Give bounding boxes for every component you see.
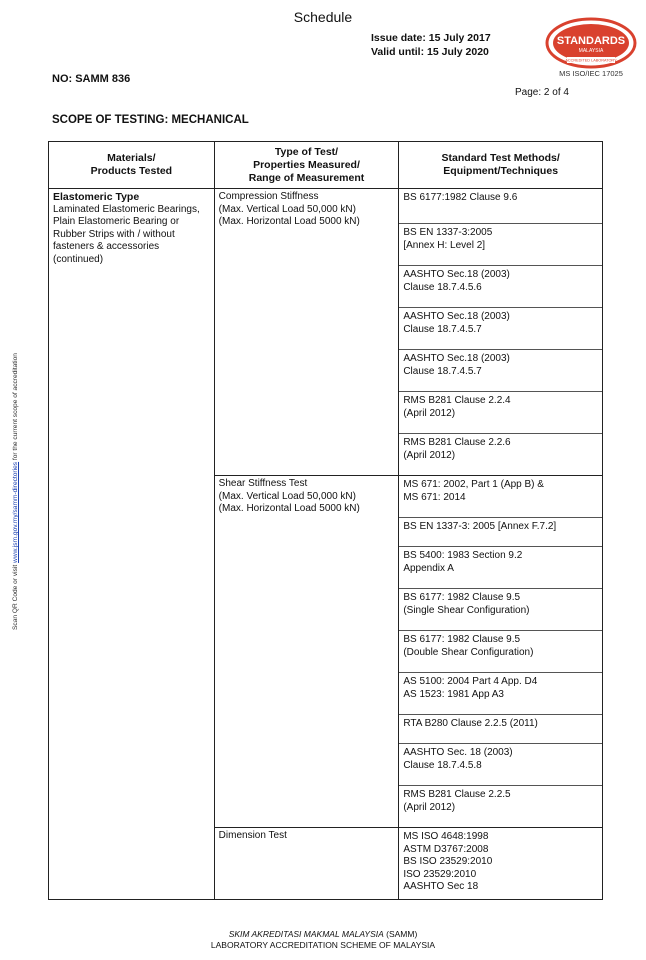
- qr-note-suffix: for the current scope of accreditation: [12, 353, 19, 462]
- footer-line-1: [0, 929, 646, 940]
- footer-line-2: LABORATORY ACCREDITATION SCHEME OF MALAYSIA: [210, 940, 436, 950]
- logo-banner-text: ACCREDITED LABORATORY: [565, 58, 617, 63]
- material-description: Laminated Elastomeric Bearings, Plain Elastomeric Bearing or Rubber Strips with / without fasteners & accessories (continued): [53, 203, 200, 265]
- method-item: AASHTO Sec.18 (2003) Clause 18.7.4.5.7: [399, 350, 602, 392]
- method-item: MS ISO 4648:1998 ASTM D3767:2008 BS ISO 23529:2010 ISO 23529:2010 AASHTO Sec 18: [403, 831, 493, 892]
- samm-number: NO: SAMM 836: [52, 73, 131, 85]
- qr-scan-note: [12, 290, 19, 630]
- methods-cell-shear: [399, 476, 603, 828]
- valid-until: Valid until: 15 July 2020: [371, 46, 489, 58]
- test-shear-stiffness: Shear Stiffness Test (Max. Vertical Load 50,000 kN) (Max. Horizontal Load 5000 kN): [218, 478, 360, 514]
- header-methods-label: Standard Test Methods/ Equipment/Techniques: [441, 152, 560, 177]
- header-test-type-label: Type of Test/ Properties Measured/ Range of Measurement: [248, 145, 365, 184]
- method-item: AASHTO Sec.18 (2003) Clause 18.7.4.5.6: [399, 266, 602, 308]
- logo-brand-text: STANDARDS: [556, 35, 626, 47]
- method-item: RMS B281 Clause 2.2.5 (April 2012): [403, 789, 511, 813]
- test-compression-stiffness: Compression Stiffness (Max. Vertical Load 50,000 kN) (Max. Horizontal Load 5000 kN): [218, 191, 360, 227]
- method-item: RMS B281 Clause 2.2.4 (April 2012): [399, 392, 602, 434]
- method-item: AS 5100: 2004 Part 4 App. D4 AS 1523: 1981 App A3: [399, 673, 602, 715]
- header-test-type: [214, 142, 399, 189]
- methods-cell-compression: [399, 189, 603, 476]
- material-cell: [49, 189, 215, 900]
- header-methods: [399, 142, 603, 189]
- method-item: BS 6177: 1982 Clause 9.5 (Single Shear Configuration): [399, 589, 602, 631]
- method-item: BS EN 1337-3:2005 [Annex H: Level 2]: [399, 224, 602, 266]
- logo-country-text: MALAYSIA: [578, 48, 604, 54]
- page-number: Page: 2 of 4: [515, 87, 569, 98]
- material-title: Elastomeric Type: [53, 191, 140, 203]
- method-item: RMS B281 Clause 2.2.6 (April 2012): [403, 437, 511, 461]
- footer-scheme-malay: SKIM AKREDITASI MAKMAL MALAYSIA: [228, 929, 384, 939]
- footer-scheme-abbrev: (SAMM): [383, 929, 418, 939]
- header-materials-label: Materials/ Products Tested: [90, 152, 173, 177]
- method-item: BS 6177: 1982 Clause 9.5 (Double Shear Configuration): [399, 631, 602, 673]
- method-item: RTA B280 Clause 2.2.5 (2011): [399, 715, 602, 744]
- methods-cell-dimension: [399, 828, 603, 900]
- qr-note-prefix: Scan QR Code or visit: [12, 562, 19, 630]
- method-item: BS 6177:1982 Clause 9.6: [399, 189, 602, 224]
- test-cell-dimension: [214, 828, 399, 900]
- method-item: BS 5400: 1983 Section 9.2 Appendix A: [399, 547, 602, 589]
- method-item: AASHTO Sec. 18 (2003) Clause 18.7.4.5.8: [399, 744, 602, 786]
- test-cell-compression: [214, 189, 399, 476]
- method-item: BS EN 1337-3: 2005 [Annex F.7.2]: [399, 518, 602, 547]
- scope-table: [48, 141, 603, 900]
- scope-heading: SCOPE OF TESTING: MECHANICAL: [52, 114, 249, 126]
- samm-directory-link[interactable]: www.jsm.gov.my/samm-directories: [12, 461, 19, 563]
- table-row: [49, 189, 603, 476]
- table-header-row: [49, 142, 603, 189]
- test-dimension: Dimension Test: [218, 830, 287, 841]
- header-materials: [49, 142, 215, 189]
- issue-dates: [371, 31, 491, 59]
- method-item: AASHTO Sec.18 (2003) Clause 18.7.4.5.7: [399, 308, 602, 350]
- method-item: MS 671: 2002, Part 1 (App B) & MS 671: 2014: [399, 476, 602, 518]
- page-footer: [0, 929, 646, 951]
- standards-malaysia-logo: [545, 17, 637, 69]
- test-cell-shear: [214, 476, 399, 828]
- accreditation-standard: MS ISO/IEC 17025: [559, 69, 623, 78]
- document-title: Schedule: [293, 9, 353, 25]
- issue-date: Issue date: 15 July 2017: [371, 32, 491, 44]
